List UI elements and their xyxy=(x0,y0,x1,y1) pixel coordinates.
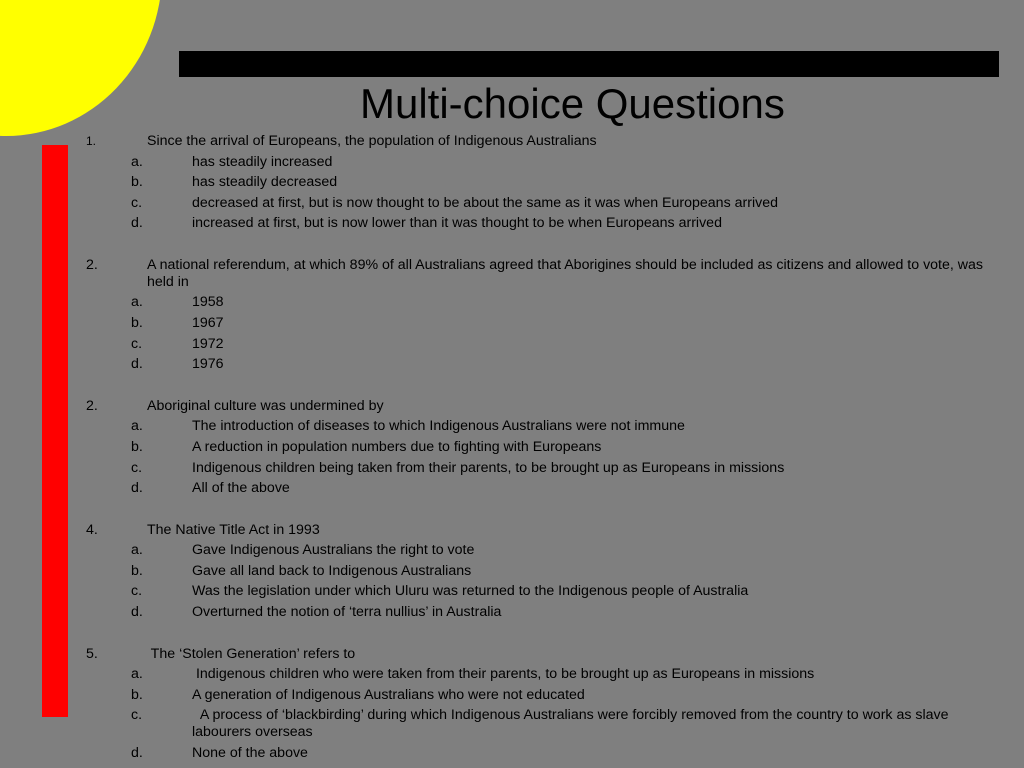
option-letter: b. xyxy=(131,562,143,579)
black-bar-decoration xyxy=(179,51,999,77)
option-c xyxy=(86,195,986,212)
option-a xyxy=(86,666,986,683)
option-letter: a. xyxy=(131,418,143,435)
option-c xyxy=(86,707,986,741)
option-letter: b. xyxy=(131,315,143,332)
option-text: Overturned the notion of ‘terra nullius’ in Australia xyxy=(192,604,502,620)
option-text: Was the legislation under which Uluru was returned to the Indigenous people of Australia xyxy=(192,583,749,600)
question-text: Since the arrival of Europeans, the population of Indigenous Australians xyxy=(147,133,597,149)
question-text: A national referendum, at which 89% of all Australians agreed that Aborigines should be included as citizens and allowed to vote, was held in xyxy=(147,256,984,290)
option-text: None of the above xyxy=(192,744,308,761)
option-c xyxy=(86,583,986,600)
option-text: 1972 xyxy=(192,335,224,352)
option-a xyxy=(86,418,986,435)
question-3 xyxy=(86,398,986,497)
question-number: 5. xyxy=(86,645,98,662)
option-text: A generation of Indigenous Australians who were not educated xyxy=(192,686,585,703)
option-letter: d. xyxy=(131,604,143,620)
option-letter: d. xyxy=(131,744,143,761)
option-b xyxy=(86,315,986,332)
option-letter: c. xyxy=(131,583,143,600)
option-b xyxy=(86,439,986,456)
option-text: All of the above xyxy=(192,480,290,497)
slide-title: Multi-choice Questions xyxy=(360,80,785,127)
option-text: 1967 xyxy=(192,315,224,332)
option-d xyxy=(86,215,986,232)
option-text: increased at first, but is now lower than it was thought to be when Europeans arrived xyxy=(192,215,722,232)
question-number: 2. xyxy=(86,256,98,273)
question-4 xyxy=(86,522,986,621)
option-letter: c. xyxy=(131,194,143,211)
question-1 xyxy=(86,133,986,232)
option-text: has steadily decreased xyxy=(192,174,338,191)
question-5 xyxy=(86,646,986,762)
option-text: 1958 xyxy=(192,294,224,311)
question-number: 4. xyxy=(86,521,98,538)
option-text: Indigenous children who were taken from their parents, to be brought up as Europeans in missions xyxy=(192,666,815,683)
option-text: The introduction of diseases to which Indigenous Australians were not immune xyxy=(192,418,685,435)
option-a xyxy=(86,542,986,559)
question-number: 1. xyxy=(86,134,97,148)
question-list xyxy=(86,133,986,765)
option-d xyxy=(86,356,986,373)
option-letter: d. xyxy=(131,480,143,497)
option-text: Gave Indigenous Australians the right to vote xyxy=(192,542,475,559)
red-bar-decoration xyxy=(42,145,68,717)
option-letter: c. xyxy=(131,459,143,476)
question-text: Aboriginal culture was undermined by xyxy=(147,397,384,414)
option-text: A reduction in population numbers due to fighting with Europeans xyxy=(192,438,602,455)
option-letter: a. xyxy=(131,542,143,559)
option-a xyxy=(86,154,986,171)
option-b xyxy=(86,563,986,580)
option-letter: b. xyxy=(131,174,143,191)
question-number: 2. xyxy=(86,397,98,414)
option-d xyxy=(86,480,986,497)
option-letter: a. xyxy=(131,153,143,170)
option-letter: d. xyxy=(131,356,143,373)
option-letter: c. xyxy=(131,335,143,352)
option-text: Gave all land back to Indigenous Australians xyxy=(192,562,472,579)
option-b xyxy=(86,687,986,704)
option-text: 1976 xyxy=(192,356,224,373)
option-a xyxy=(86,294,986,311)
option-letter: a. xyxy=(131,666,143,683)
question-text: The Native Title Act in 1993 xyxy=(147,521,320,538)
question-text: The ‘Stolen Generation’ refers to xyxy=(147,645,356,662)
option-letter: b. xyxy=(131,686,143,703)
option-text: A process of ‘blackbirding’ during which Indigenous Australians were forcibly removed from the country to work as slave labourers overseas xyxy=(192,707,953,741)
option-text: has steadily increased xyxy=(192,153,333,170)
option-letter: c. xyxy=(131,707,143,724)
option-letter: a. xyxy=(131,294,143,311)
option-d xyxy=(86,604,986,621)
option-c xyxy=(86,460,986,477)
option-b xyxy=(86,174,986,191)
option-letter: b. xyxy=(131,438,143,455)
option-d xyxy=(86,745,986,762)
option-letter: d. xyxy=(131,215,143,232)
option-text: Indigenous children being taken from their parents, to be brought up as Europeans in missions xyxy=(192,459,785,476)
yellow-circle-decoration xyxy=(0,0,162,136)
option-c xyxy=(86,336,986,353)
option-text: decreased at first, but is now thought to be about the same as it was when Europeans arrived xyxy=(192,194,778,211)
question-2 xyxy=(86,257,986,373)
